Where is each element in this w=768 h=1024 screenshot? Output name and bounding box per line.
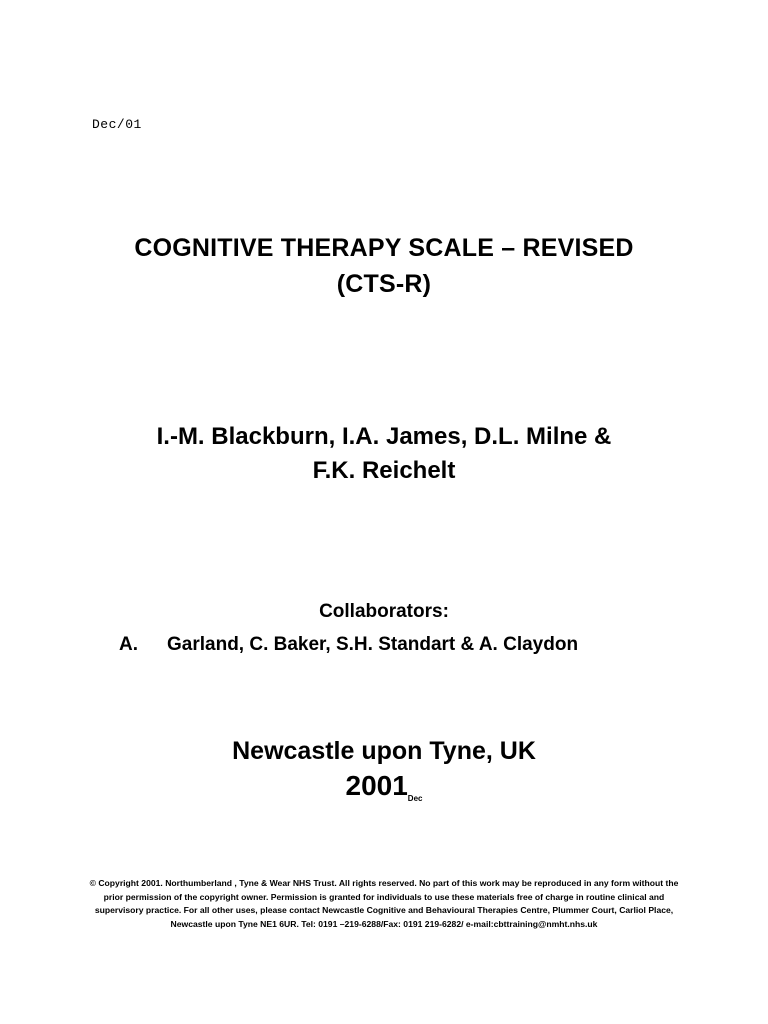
collaborators-list bbox=[119, 634, 578, 656]
document-title bbox=[0, 230, 768, 302]
collaborators-label: Collaborators: bbox=[319, 601, 449, 622]
title-line-1: COGNITIVE THERAPY SCALE – REVISED bbox=[134, 234, 634, 262]
publication-year: 2001 bbox=[345, 770, 408, 801]
copyright-notice: © Copyright 2001. Northumberland , Tyne & Wear NHS Trust. All rights reserved. No part of this work may be reproduced in any form without the prior permission of the copyright owner. Permission is granted for individuals to use these materials free of charge in routine clinical and supervisory practice. For all other uses, please contact Newcastle Cognitive and Behavioural Therapies Centre, Plummer Court, Carliol Place, Newcastle upon Tyne NE1 6UR. Tel: 0191 –219-6288/Fax: 0191 219-6282/ e-mail:cbttraining@nmht.nhs.uk bbox=[89, 878, 679, 929]
authors-line-1: I.-M. Blackburn, I.A. James, D.L. Milne & bbox=[156, 423, 612, 450]
publication-place: Newcastle upon Tyne, UK bbox=[232, 737, 536, 765]
document-date: Dec/01 bbox=[92, 117, 142, 132]
publication-year-suffix: Dec bbox=[407, 794, 423, 803]
authors-line-2: F.K. Reichelt bbox=[312, 457, 456, 484]
authors bbox=[0, 420, 768, 488]
collaborators-list-marker: A. bbox=[119, 634, 138, 655]
collaborators-names: Garland, C. Baker, S.H. Standart & A. Claydon bbox=[167, 634, 579, 655]
publication-year-line bbox=[0, 770, 768, 803]
title-line-2: (CTS-R) bbox=[336, 270, 432, 298]
